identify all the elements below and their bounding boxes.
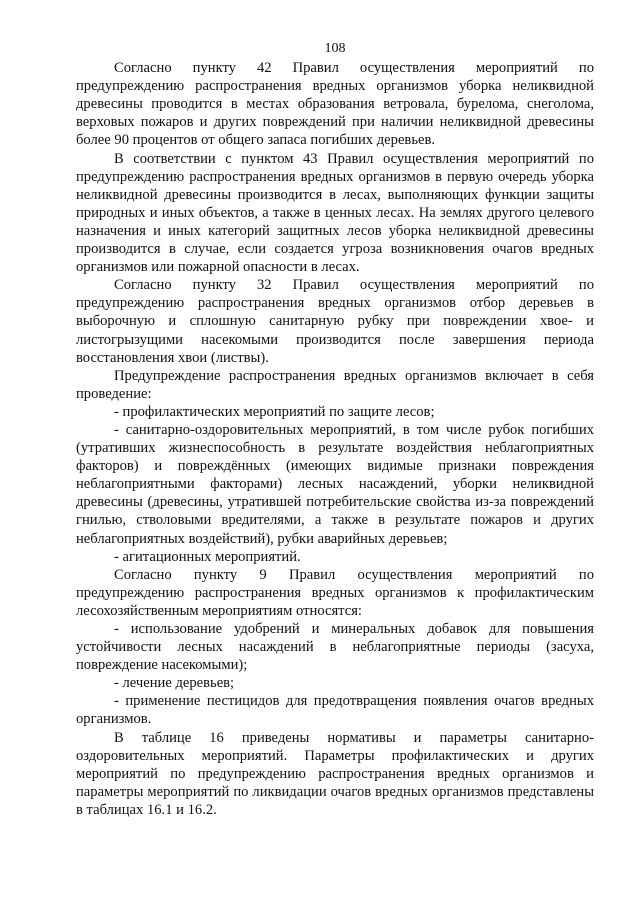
- list-item-fertilizers: - использование удобрений и минеральных добавок для повышения устойчивости лесных насаждений в неблагоприятные периоды (засуха, повреждение насекомыми);: [76, 621, 594, 674]
- paragraph-clause-43: В соответствии с пунктом 43 Правил осуществления мероприятий по предупреждению распространения вредных организмов в первую очередь уборка неликвидной древесины производится в лесах, выполняющих функции защиты природных и иных объектов, а также в ценных лесах. На землях другого целевого назначения и иных категорий защитных лесов уборка неликвидной древесины производится в случае, если создается угроза возникновения очагов вредных организмов или пожарной опасности в лесах.: [76, 150, 594, 276]
- paragraph-prevention-intro: Предупреждение распространения вредных организмов включает в себя проведение:: [76, 367, 594, 402]
- paragraph-clause-32: Согласно пункту 32 Правил осуществления мероприятий по предупреждению распространения вредных организмов отбор деревьев в выборочную и сплошную санитарную рубку при повреждении хвое- и листогрызущими насекомыми производится после завершения периода восстановления хвои (листвы).: [76, 277, 594, 366]
- list-item-awareness-measures: - агитационных мероприятий.: [114, 548, 301, 565]
- document-page: [76, 40, 594, 819]
- list-item-pesticides: - применение пестицидов для предотвращения появления очагов вредных организмов.: [76, 693, 594, 728]
- list-item-tree-treatment: - лечение деревьев;: [114, 675, 235, 692]
- paragraph-table-16: В таблице 16 приведены нормативы и параметры санитарно-оздоровительных мероприятий. Параметры профилактических и других мероприятий по предупреждению распространения вредных организмов и параметры мероприятий по ликвидации очагов вредных организмов представлены в таблицах 16.1 и 16.2.: [76, 729, 594, 818]
- page-number: 108: [324, 41, 346, 56]
- paragraph-clause-9: Согласно пункту 9 Правил осуществления мероприятий по предупреждению распространения вредных организмов к профилактическим лесохозяйственным мероприятиям относятся:: [76, 566, 594, 619]
- list-item-preventive-measures: - профилактических мероприятий по защите лесов;: [114, 403, 435, 420]
- list-item-sanitary-measures: - санитарно-оздоровительных мероприятий, в том числе рубок погибших (утративших жизнеспособность в результате воздействия неблагоприятных факторов) и повреждённых (имеющих видимые признаки повреждения неблагоприятными факторами) лесных насаждений, уборки неликвидной древесины (древесины, утратившей потребительские свойства из-за повреждений гнилью, стволовыми вредителями, а также в результате пожаров и других неблагоприятных воздействий), рубки аварийных деревьев;: [76, 421, 594, 547]
- paragraph-clause-42: Согласно пункту 42 Правил осуществления мероприятий по предупреждению распространения вредных организмов уборка неликвидной древесины проводится в местах образования ветровала, бурелома, снеголома, верховых пожаров и других повреждений при наличии неликвидной древесины более 90 процентов от общего запаса погибших деревьев.: [76, 60, 594, 149]
